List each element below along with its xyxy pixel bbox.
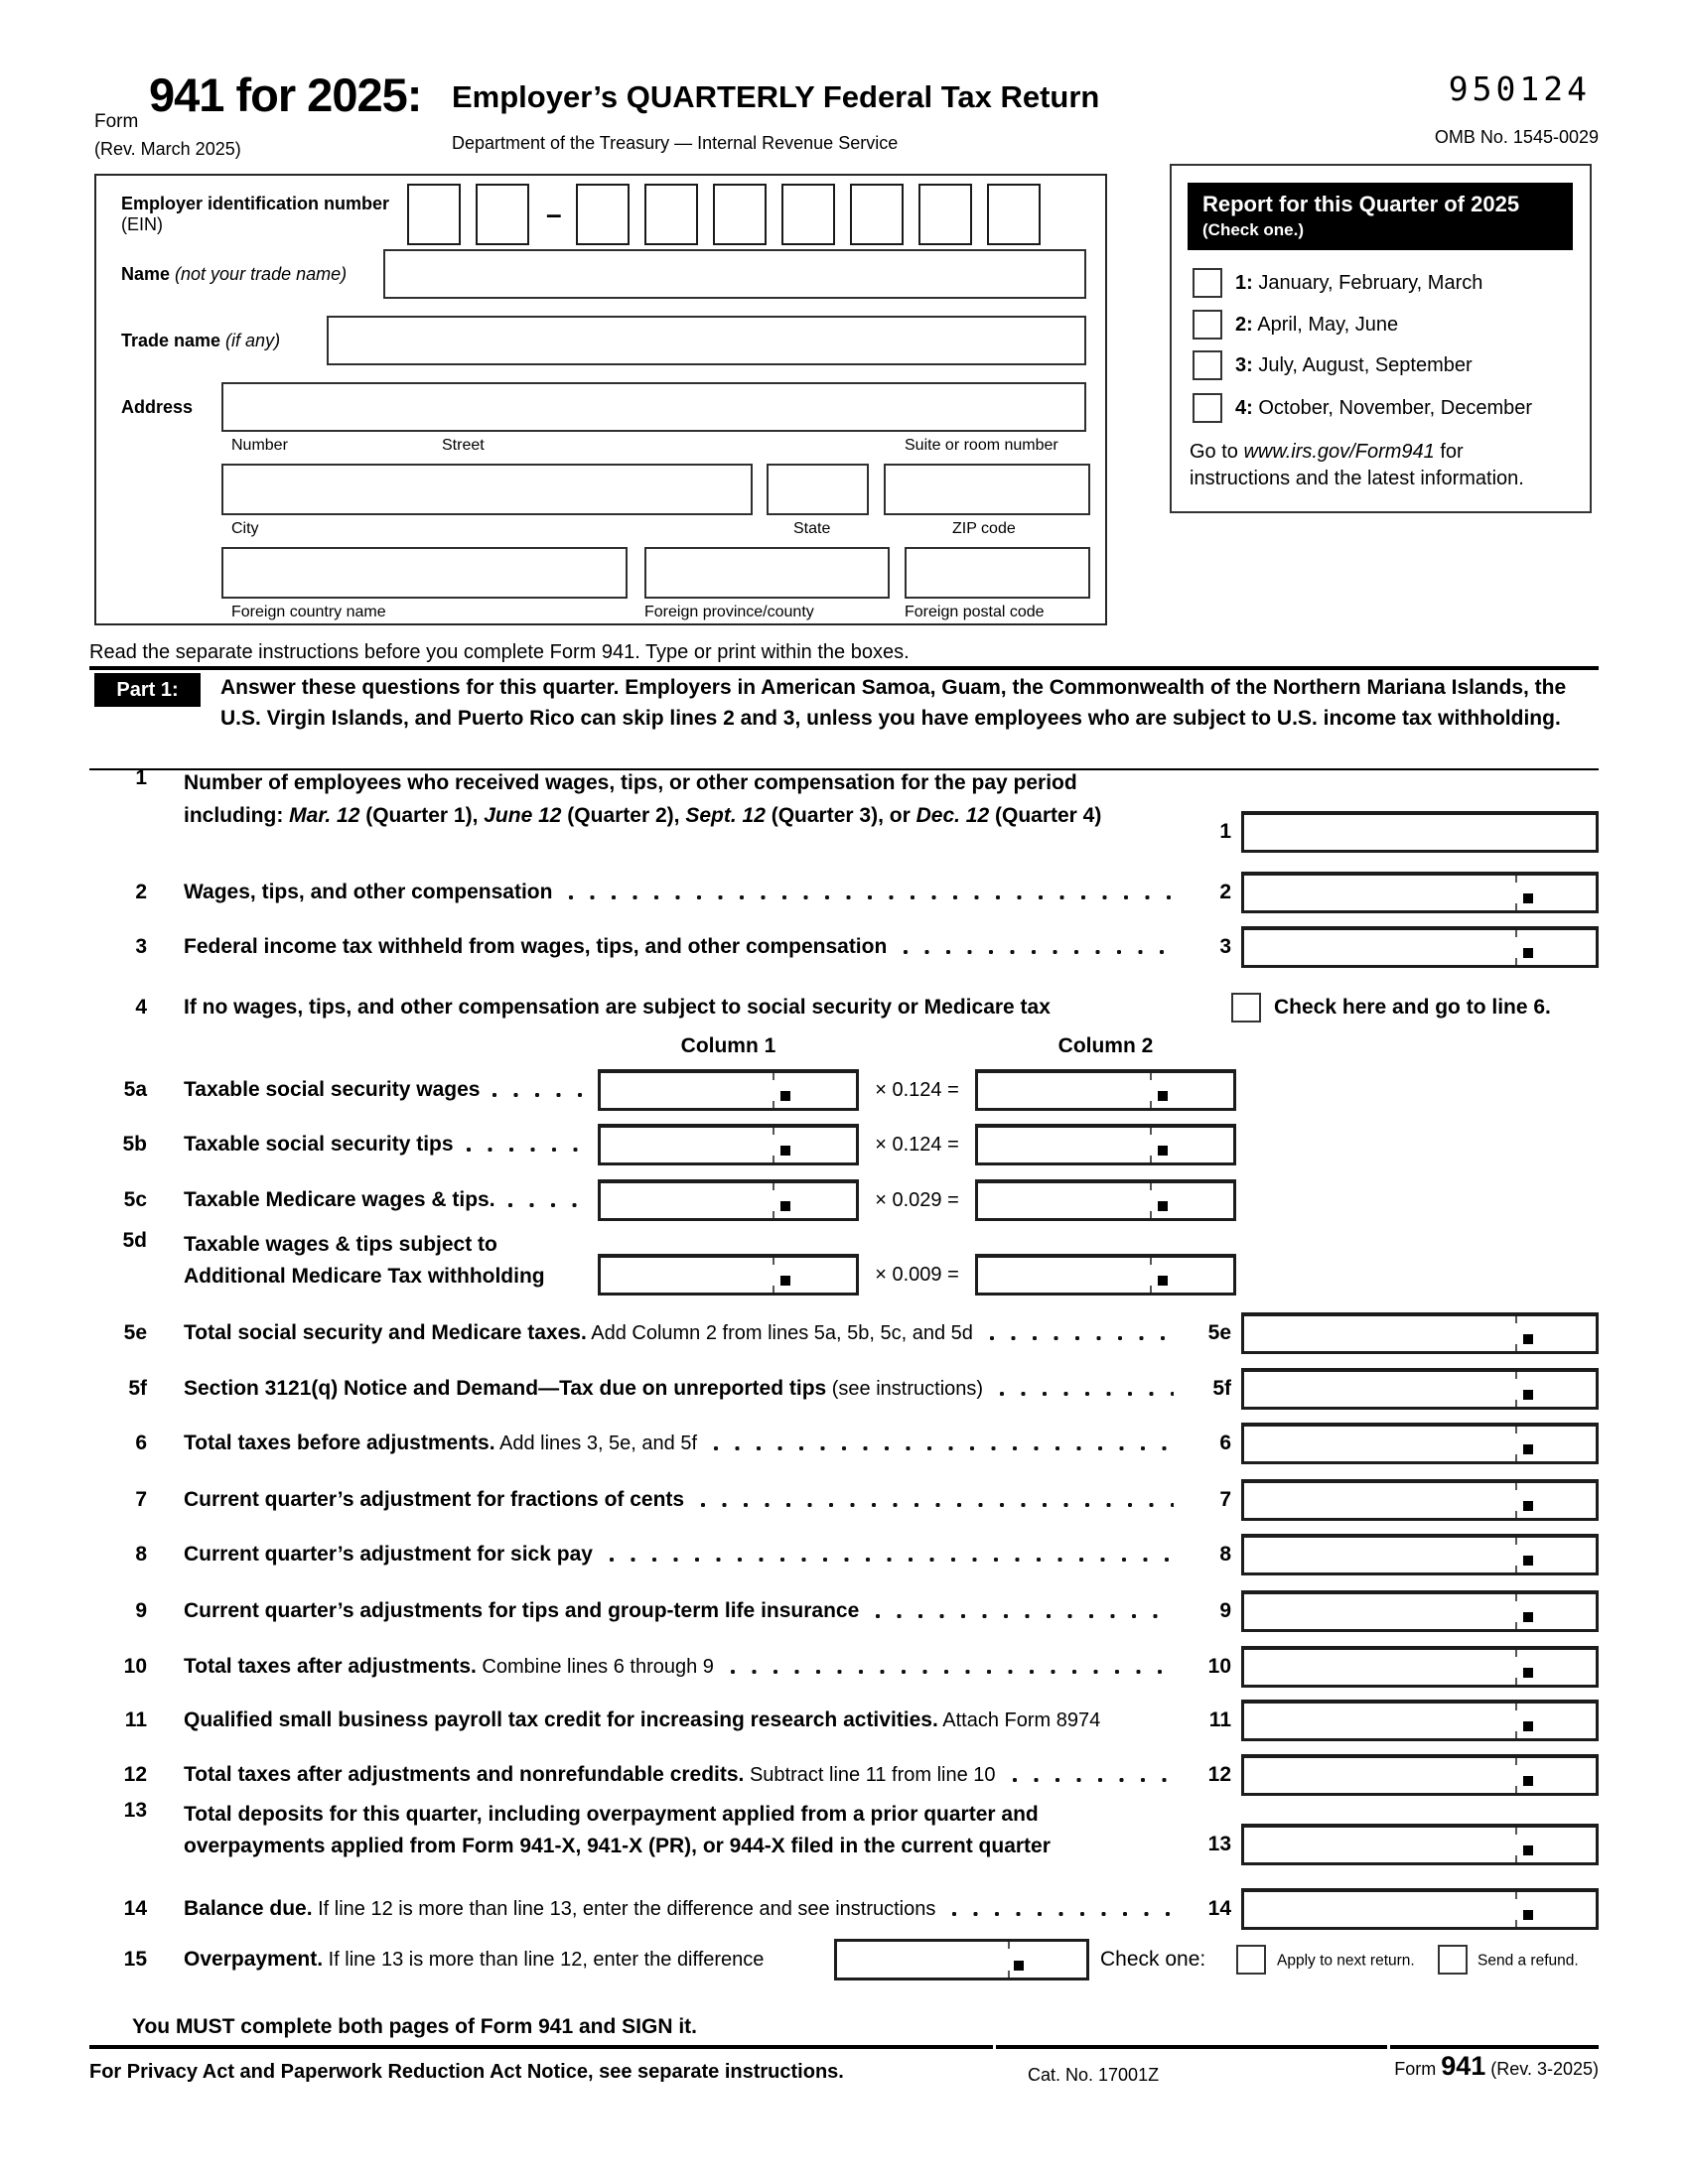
form-word-label: Form [94,111,139,132]
line-1-number-left: 1 [135,766,147,789]
footer-rule [89,2045,1599,2049]
line-5b-row [89,1119,1599,1170]
line-6-number-left: 6 [135,1432,147,1454]
line-11-description [184,1708,1100,1732]
dot-leader [609,1547,1174,1570]
line-13-text-line1: Total deposits for this quarter, including overpayment applied from a prior quarter and [184,1803,1039,1826]
dot-leader [700,1492,1174,1516]
ein-digit-box[interactable] [713,184,767,245]
quarter-box-header [1188,183,1573,250]
line-1-amount-box[interactable] [1241,811,1599,853]
line-5d-column1-box[interactable] [598,1254,859,1296]
line-3-number-left: 3 [135,935,147,958]
line-3-number-right: 3 [1219,935,1231,958]
line-5d-column2-box[interactable] [975,1254,1236,1296]
address-input[interactable] [221,382,1086,432]
line-5f-row [89,1363,1599,1415]
line-7-row [89,1474,1599,1526]
line-5d-row [89,1249,1599,1300]
ein-digit-box[interactable] [644,184,698,245]
dot-leader [875,1603,1174,1627]
line-11-row [89,1695,1599,1746]
line-5b-number: 5b [122,1133,147,1156]
line-2-description: Wages, tips, and other compensation [184,881,553,903]
line-1-seg: (Quarter 3), or [765,804,916,827]
line-14-number-right: 14 [1207,1897,1231,1920]
foreign-country-sublabel: Foreign country name [231,604,386,620]
line-9-row [89,1585,1599,1637]
line-12-amount-box[interactable] [1241,1754,1599,1796]
line-15-rest: If line 13 is more than line 12, enter the difference [323,1949,765,1971]
line-5d-rate: × 0.009 = [875,1263,959,1286]
omb-number: OMB No. 1545-0029 [1434,127,1599,147]
line-15-row [89,1934,1599,1985]
line-5f-number-right: 5f [1212,1377,1231,1400]
line-5a-description: Taxable social security wages [184,1078,481,1101]
line-10-row [89,1641,1599,1693]
line-7-description: Current quarter’s adjustment for fractions of cents [184,1488,685,1511]
quarter-select-box [1170,164,1592,513]
foreign-country-input[interactable] [221,547,628,599]
quarter-option-1 [1193,268,1482,298]
line-15-check-one-label: Check one: [1100,1948,1206,1971]
ein-label-paren: (EIN) [121,214,163,234]
send-a-refund-checkbox[interactable] [1438,1945,1468,1975]
foreign-province-sublabel: Foreign province/county [644,604,814,620]
form-department: Department of the Treasury — Internal Revenue Service [452,133,899,153]
dot-leader [730,1659,1174,1683]
line-10-amount-box[interactable] [1241,1646,1599,1688]
number-sublabel: Number [231,437,288,454]
line-1-seg-italic: Mar. 12 [289,804,360,827]
ein-digit-box[interactable] [781,184,835,245]
city-sublabel: City [231,520,259,537]
line-13-number-left: 13 [123,1799,147,1822]
quarter-box-title: Report for this Quarter of 2025 [1202,192,1520,216]
line-5b-rate: × 0.124 = [875,1133,959,1156]
line-12-number-right: 12 [1207,1763,1231,1786]
line-6-rest: Add lines 3, 5e, and 5f [494,1433,698,1454]
apply-to-next-return-checkbox[interactable] [1236,1945,1266,1975]
line-9-number-left: 9 [135,1599,147,1622]
apply-to-next-return-label: Apply to next return. [1277,1952,1415,1970]
dot-leader [999,1381,1174,1405]
column-2-header: Column 2 [1057,1034,1154,1057]
ein-digit-box[interactable] [918,184,972,245]
line-9-amount-box[interactable] [1241,1590,1599,1632]
line-5e-description [184,1321,973,1345]
line-5c-rate: × 0.029 = [875,1188,959,1211]
ein-digit-box[interactable] [476,184,529,245]
line-2-amount-box[interactable] [1241,872,1599,913]
quarter-2-months: April, May, June [1252,313,1399,336]
line-10-bold: Total taxes after adjustments. [184,1655,477,1678]
line-14-amount-box[interactable] [1241,1888,1599,1930]
ein-dash: – [546,199,562,229]
zip-input[interactable] [884,464,1090,515]
part1-heading: Answer these questions for this quarter. Employers in American Samoa, Guam, the Commonwealth of the Northern Mariana Islands, the U.S. Virgin Islands, and Puerto Rico can skip lines 2 and 3, unless you have employees who are subject to U.S. income tax withholding. [220,676,1567,730]
quarter-3-months: July, August, September [1252,353,1473,376]
line-5e-number-right: 5e [1207,1321,1231,1344]
line-8-number-right: 8 [1219,1543,1231,1566]
state-sublabel: State [793,520,831,537]
quarter-option-2 [1193,310,1398,340]
quarter-1-num: 1: [1235,271,1253,294]
quarter-1-checkbox[interactable] [1193,268,1222,298]
line-6-bold: Total taxes before adjustments. [184,1432,495,1454]
line-5e-row [89,1307,1599,1359]
dot-leader [507,1192,584,1216]
form-number-title: 941 for 2025: [149,68,422,121]
line-5c-description: Taxable Medicare wages & tips. [184,1188,495,1211]
line-15-description [184,1948,764,1972]
dot-leader [466,1137,584,1160]
line-10-rest: Combine lines 6 through 9 [476,1656,714,1678]
line-13-amount-box[interactable] [1241,1824,1599,1865]
column-1-header: Column 1 [680,1034,776,1057]
trade-label-bold: Trade name [121,330,226,350]
line-5c-row [89,1174,1599,1226]
foreign-postal-input[interactable] [905,547,1090,599]
goto-instructions [1190,439,1577,492]
irs-url[interactable]: www.irs.gov/Form941 [1243,441,1435,463]
line-13-row [89,1819,1599,1870]
line-13-text-line2: overpayments applied from Form 941-X, 941-X (PR), or 944-X filed in the current quarter [184,1835,1051,1857]
form-scan-code: 950124 [1448,69,1591,108]
line-5b-column1-box[interactable] [598,1124,859,1165]
line-11-number-right: 11 [1208,1708,1231,1731]
line-12-number-left: 12 [123,1763,147,1786]
dot-leader [989,1325,1174,1349]
line-3-row [89,921,1599,973]
ein-label-bold: Employer identification number [121,194,390,213]
line-4-number-left: 4 [135,996,147,1019]
dot-leader [903,939,1174,963]
footer-form-number: 941 [1441,2051,1486,2081]
line-10-description [184,1655,714,1679]
street-sublabel: Street [442,437,485,454]
ein-row [96,184,1105,245]
line-12-rest: Subtract line 11 from line 10 [744,1764,996,1786]
line-5f-number-left: 5f [128,1377,147,1400]
ein-boxes [407,184,1055,245]
line-4-check-group [1231,993,1551,1023]
line-5c-column1-box[interactable] [598,1179,859,1221]
line-14-rest: If line 12 is more than line 13, enter the difference and see instructions [312,1898,936,1920]
quarter-2-checkbox[interactable] [1193,310,1222,340]
trade-name-row [96,316,1105,365]
line-5b-description: Taxable social security tips [184,1133,454,1156]
line-3-amount-box[interactable] [1241,926,1599,968]
line-12-description [184,1763,996,1787]
line-6-number-right: 6 [1219,1432,1231,1454]
line-13-number-right: 13 [1207,1833,1231,1855]
line-12-row [89,1749,1599,1801]
trade-label-paren: (if any) [225,330,281,350]
quarter-2-num: 2: [1235,313,1253,336]
form-title: Employer’s QUARTERLY Federal Tax Return [452,79,1100,114]
line-5a-number: 5a [123,1078,147,1101]
line-5a-column1-box[interactable] [598,1069,859,1111]
footer-form-id [1394,2051,1599,2082]
ein-digit-box[interactable] [576,184,630,245]
line-1-number-right: 1 [1219,820,1231,843]
line-5f-amount-box[interactable] [1241,1368,1599,1410]
line-14-description [184,1897,935,1921]
address-row [96,382,1105,432]
dot-leader [951,1901,1174,1925]
quarter-4-months: October, November, December [1252,396,1533,419]
quarter-4-checkbox[interactable] [1193,393,1222,423]
state-input[interactable] [767,464,869,515]
line-11-bold: Qualified small business payroll tax credit for increasing research activities. [184,1708,938,1731]
line-4-description: If no wages, tips, and other compensation are subject to social security or Medicare tax [184,996,1051,1019]
line-1-seg-italic: Dec. 12 [915,804,990,827]
line-8-number-left: 8 [135,1543,147,1566]
line-6-description [184,1432,697,1455]
line-8-row [89,1529,1599,1580]
name-row [96,249,1105,299]
quarter-4-num: 4: [1235,396,1253,419]
catalog-number: Cat. No. 17001Z [1028,2065,1160,2085]
employer-info-box [94,174,1107,625]
goto-pre: Go to [1190,441,1244,463]
quarter-box-subtitle: (Check one.) [1202,220,1305,239]
line-1-row [89,806,1599,858]
line-9-description: Current quarter’s adjustments for tips and group-term life insurance [184,1599,860,1622]
line-1-seg: (Quarter 1), [359,804,485,827]
line-5e-amount-box[interactable] [1241,1312,1599,1354]
name-input[interactable] [383,249,1086,299]
line-14-number-left: 14 [123,1897,147,1920]
line-15-amount-box[interactable] [834,1939,1089,1980]
line-4-row [89,985,1599,1030]
line-2-row [89,867,1599,918]
dot-leader [492,1082,584,1106]
footer-rule-notch [993,2045,996,2049]
line-2-number-left: 2 [135,881,147,903]
quarter-option-3 [1193,350,1473,380]
line-9-number-right: 9 [1219,1599,1231,1622]
dot-leader [568,885,1174,908]
line-15-number-left: 15 [123,1948,147,1971]
ein-digit-box[interactable] [407,184,461,245]
line-4-checkbox[interactable] [1231,993,1261,1023]
line-5e-bold: Total social security and Medicare taxes. [184,1321,587,1344]
line-7-number-left: 7 [135,1488,147,1511]
part1-badge: Part 1: [94,673,201,707]
line-4-check-label: Check here and go to line 6. [1274,996,1551,1019]
dot-leader [713,1435,1174,1459]
zip-sublabel: ZIP code [952,520,1016,537]
line-7-number-right: 7 [1219,1488,1231,1511]
line-12-bold: Total taxes after adjustments and nonrefundable credits. [184,1763,745,1786]
sign-reminder: You MUST complete both pages of Form 941 and SIGN it. [132,2015,697,2038]
goto-post: for [1434,441,1464,463]
address-label: Address [121,396,194,417]
line-5f-rest: (see instructions) [826,1378,984,1400]
line-10-number-right: 10 [1207,1655,1231,1678]
quarter-1-months: January, February, March [1252,271,1483,294]
line-1-seg: including: [184,804,290,827]
line-3-description: Federal income tax withheld from wages, tips, and other compensation [184,935,888,958]
line-5d-text-line1: Taxable wages & tips subject to [184,1233,497,1256]
line-15-bold: Overpayment. [184,1948,324,1971]
line-14-row [89,1883,1599,1935]
line-10-number-left: 10 [123,1655,147,1678]
part1-top-rule [89,666,1599,670]
line-5e-number-left: 5e [123,1321,147,1344]
column-headers [89,1034,1599,1060]
line-5e-rest: Add Column 2 from lines 5a, 5b, 5c, and 5d [586,1322,973,1344]
ein-digit-box[interactable] [987,184,1041,245]
line-2-number-right: 2 [1219,881,1231,903]
trade-name-input[interactable] [327,316,1086,365]
line-5c-number: 5c [123,1188,147,1211]
city-input[interactable] [221,464,753,515]
line-5f-description [184,1377,983,1401]
ein-label [96,194,407,235]
quarter-3-checkbox[interactable] [1193,350,1222,380]
line-11-number-left: 11 [124,1708,147,1731]
read-instructions-line: Read the separate instructions before you complete Form 941. Type or print within the boxes. [89,641,910,663]
line-7-amount-box[interactable] [1241,1479,1599,1521]
quarter-3-num: 3: [1235,353,1253,376]
quarter-3-label [1235,354,1473,377]
line-5b-column2-box[interactable] [975,1124,1236,1165]
line-5a-column2-box[interactable] [975,1069,1236,1111]
quarter-2-label [1235,314,1398,337]
goto-line2: instructions and the latest information. [1190,468,1524,489]
line-8-amount-box[interactable] [1241,1534,1599,1575]
footer-form-word: Form [1394,2059,1437,2079]
line-5f-bold: Section 3121(q) Notice and Demand—Tax due on unreported tips [184,1377,827,1400]
line-1-text-line1: Number of employees who received wages, tips, or other compensation for the pay period [184,771,1077,794]
line-1-seg-italic: Sept. 12 [685,804,766,827]
line-1-seg: (Quarter 2), [561,804,686,827]
send-a-refund-label: Send a refund. [1477,1952,1579,1970]
privacy-act-notice: For Privacy Act and Paperwork Reduction Act Notice, see separate instructions. [89,2061,844,2083]
quarter-1-label [1235,272,1482,295]
form-revision: (Rev. March 2025) [94,139,241,159]
line-5c-column2-box[interactable] [975,1179,1236,1221]
ein-digit-box[interactable] [850,184,904,245]
line-1-seg-italic: June 12 [484,804,562,827]
suite-sublabel: Suite or room number [905,437,1058,454]
line-6-amount-box[interactable] [1241,1423,1599,1464]
quarter-4-label [1235,397,1532,420]
line-6-row [89,1418,1599,1469]
name-label-paren: (not your trade name) [175,263,348,284]
line-11-amount-box[interactable] [1241,1700,1599,1741]
line-8-description: Current quarter’s adjustment for sick pay [184,1543,593,1566]
line-5d-text-line2: Additional Medicare Tax withholding [184,1265,545,1288]
line-1-seg: (Quarter 4) [989,804,1102,827]
name-label [96,264,383,285]
line-11-rest: Attach Form 8974 [937,1709,1101,1731]
name-label-bold: Name [121,263,176,284]
foreign-postal-sublabel: Foreign postal code [905,604,1045,620]
line-5a-row [89,1064,1599,1116]
foreign-province-input[interactable] [644,547,890,599]
footer-form-revision: (Rev. 3-2025) [1490,2059,1599,2079]
quarter-option-4 [1193,393,1532,423]
line-14-bold: Balance due. [184,1897,313,1920]
dot-leader [1012,1767,1174,1791]
footer-rule-notch [1387,2045,1390,2049]
line-5a-rate: × 0.124 = [875,1078,959,1101]
trade-name-label [96,331,327,351]
line-5d-number: 5d [122,1229,147,1252]
